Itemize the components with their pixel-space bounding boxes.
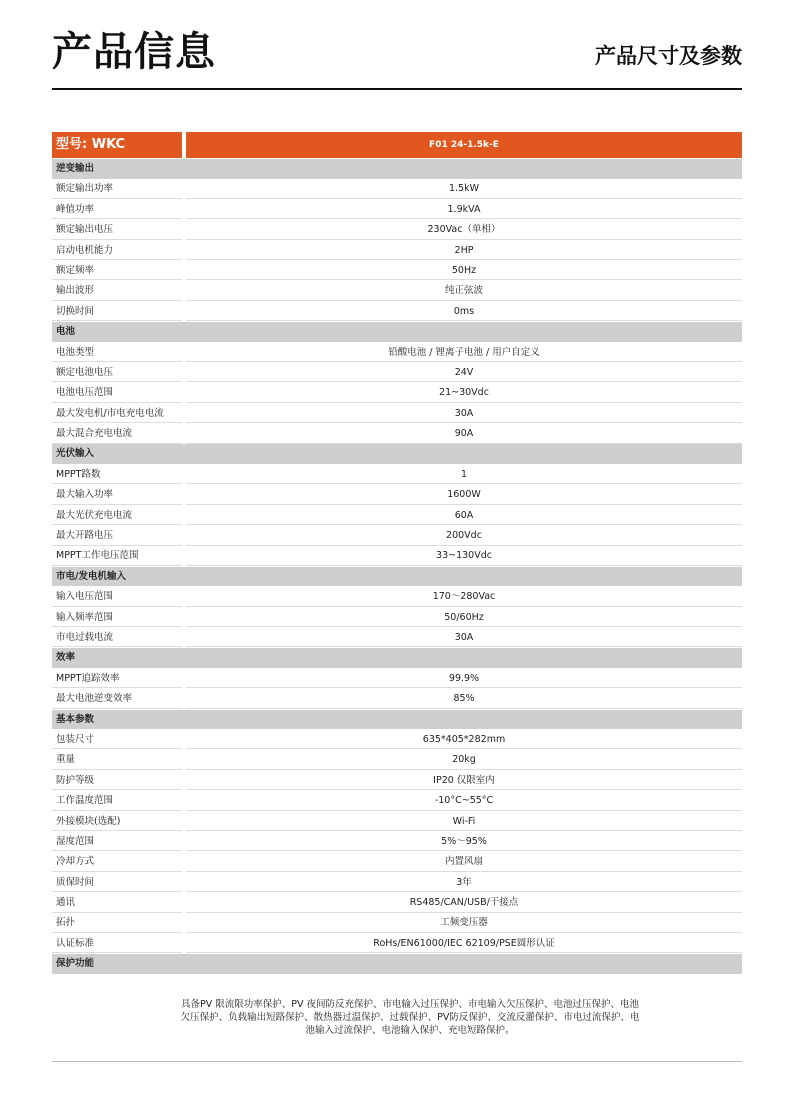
row-label: 通讯 xyxy=(52,893,182,913)
row-value: 50/60Hz xyxy=(186,608,742,628)
row-label: 外接模块(选配) xyxy=(52,812,182,832)
row-label: 额定频率 xyxy=(52,261,182,281)
row-value: Wi-Fi xyxy=(186,812,742,832)
header-divider xyxy=(52,88,742,90)
row-label: 湿度范围 xyxy=(52,832,182,852)
section-header: 保护功能 xyxy=(52,954,742,974)
row-value: 纯正弦波 xyxy=(186,281,742,301)
row-value: 99.9% xyxy=(186,669,742,689)
row-value: 24V xyxy=(186,363,742,383)
row-label: 拓扑 xyxy=(52,913,182,933)
protection-description xyxy=(150,998,670,1037)
row-label: 输出波形 xyxy=(52,281,182,301)
table-row xyxy=(52,791,742,811)
page-title: 产品信息 xyxy=(52,29,216,75)
row-label: 启动电机能力 xyxy=(52,241,182,261)
row-label: 输入频率范围 xyxy=(52,608,182,628)
row-label: 额定输出电压 xyxy=(52,220,182,240)
row-value: 20kg xyxy=(186,750,742,770)
row-label: 最大开路电压 xyxy=(52,526,182,546)
table-row xyxy=(52,302,742,322)
table-row xyxy=(52,281,742,301)
table-row xyxy=(52,506,742,526)
row-label: 峰值功率 xyxy=(52,200,182,220)
page-subtitle: 产品尺寸及参数 xyxy=(595,44,742,68)
table-row xyxy=(52,220,742,240)
row-label: 认证标准 xyxy=(52,934,182,954)
row-label: 最大输入功率 xyxy=(52,485,182,505)
row-value: RoHs/EN61000/IEC 62109/PSE圆形认证 xyxy=(186,934,742,954)
row-label: 切换时间 xyxy=(52,302,182,322)
row-value: 1.5kW xyxy=(186,179,742,199)
row-value: 90A xyxy=(186,424,742,444)
table-row xyxy=(52,241,742,261)
footer-divider xyxy=(52,1061,742,1062)
row-value: -10°C~55°C xyxy=(186,791,742,811)
table-row xyxy=(52,261,742,281)
row-label: 额定电池电压 xyxy=(52,363,182,383)
row-label: MPPT追踪效率 xyxy=(52,669,182,689)
row-value: 1.9kVA xyxy=(186,200,742,220)
row-value: 50Hz xyxy=(186,261,742,281)
row-value: 内置风扇 xyxy=(186,852,742,872)
row-value: 200Vdc xyxy=(186,526,742,546)
table-row xyxy=(52,689,742,709)
protection-line: 欠压保护、负载输出短路保护、散热器过温保护、过载保护、PV防反保护、交流反灌保护、市电过流保护、电 xyxy=(180,1012,640,1023)
section-header: 基本参数 xyxy=(52,710,742,730)
protection-line: 池输入过流保护、电池输入保护、充电短路保护。 xyxy=(305,1025,515,1036)
table-row xyxy=(52,730,742,750)
row-value: 1600W xyxy=(186,485,742,505)
row-label: 最大电池逆变效率 xyxy=(52,689,182,709)
row-value: RS485/CAN/USB/干接点 xyxy=(186,893,742,913)
row-value: 60A xyxy=(186,506,742,526)
row-value: 230Vac（单相） xyxy=(186,220,742,240)
section-header: 市电/发电机输入 xyxy=(52,567,742,587)
row-label: 市电过载电流 xyxy=(52,628,182,648)
table-row xyxy=(52,424,742,444)
table-row xyxy=(52,526,742,546)
table-row xyxy=(52,404,742,424)
table-row xyxy=(52,587,742,607)
row-label: 最大发电机/市电充电电流 xyxy=(52,404,182,424)
row-value: 30A xyxy=(186,404,742,424)
row-value: 0ms xyxy=(186,302,742,322)
row-label: 重量 xyxy=(52,750,182,770)
row-value: 3年 xyxy=(186,873,742,893)
table-row xyxy=(52,179,742,199)
section-header: 逆变输出 xyxy=(52,159,742,179)
table-row xyxy=(52,363,742,383)
row-value: 85% xyxy=(186,689,742,709)
row-label: 工作温度范围 xyxy=(52,791,182,811)
row-label: 最大混合充电电流 xyxy=(52,424,182,444)
table-row xyxy=(52,771,742,791)
row-label: 最大光伏充电电流 xyxy=(52,506,182,526)
table-row xyxy=(52,934,742,954)
table-row xyxy=(52,669,742,689)
table-row xyxy=(52,200,742,220)
spec-table xyxy=(52,132,742,975)
table-row xyxy=(52,383,742,403)
model-value: F01 24-1.5k-E xyxy=(186,132,742,158)
row-value: IP20 仅限室内 xyxy=(186,771,742,791)
page-header xyxy=(52,26,742,90)
row-value: 170～280Vac xyxy=(186,587,742,607)
row-label: 冷却方式 xyxy=(52,852,182,872)
table-row xyxy=(52,873,742,893)
table-row xyxy=(52,485,742,505)
table-row xyxy=(52,913,742,933)
model-header-row xyxy=(52,132,742,158)
row-value: 635*405*282mm xyxy=(186,730,742,750)
row-value: 2HP xyxy=(186,241,742,261)
row-label: 质保时间 xyxy=(52,873,182,893)
row-label: 电池电压范围 xyxy=(52,383,182,403)
row-value: 工频变压器 xyxy=(186,913,742,933)
protection-line: 具备PV 限流限功率保护、PV 夜间防反充保护、市电输入过压保护、市电输入欠压保护、电池过压保护、电池 xyxy=(181,999,639,1010)
row-label: MPPT路数 xyxy=(52,465,182,485)
row-label: MPPT工作电压范围 xyxy=(52,546,182,566)
section-header: 电池 xyxy=(52,322,742,342)
row-value: 21~30Vdc xyxy=(186,383,742,403)
table-row xyxy=(52,608,742,628)
model-label: 型号: WKC xyxy=(52,132,182,158)
row-value: 5%～95% xyxy=(186,832,742,852)
table-row xyxy=(52,546,742,566)
row-label: 额定输出功率 xyxy=(52,179,182,199)
section-header: 效率 xyxy=(52,648,742,668)
table-row xyxy=(52,812,742,832)
row-value: 33~130Vdc xyxy=(186,546,742,566)
table-row xyxy=(52,343,742,363)
table-row xyxy=(52,628,742,648)
row-value: 1 xyxy=(186,465,742,485)
row-label: 电池类型 xyxy=(52,343,182,363)
section-header: 光伏输入 xyxy=(52,444,742,464)
row-label: 输入电压范围 xyxy=(52,587,182,607)
row-value: 铅酸电池 / 锂离子电池 / 用户自定义 xyxy=(186,343,742,363)
row-label: 防护等级 xyxy=(52,771,182,791)
table-row xyxy=(52,750,742,770)
table-row xyxy=(52,893,742,913)
table-row xyxy=(52,465,742,485)
row-label: 包装尺寸 xyxy=(52,730,182,750)
row-value: 30A xyxy=(186,628,742,648)
table-row xyxy=(52,852,742,872)
table-row xyxy=(52,832,742,852)
